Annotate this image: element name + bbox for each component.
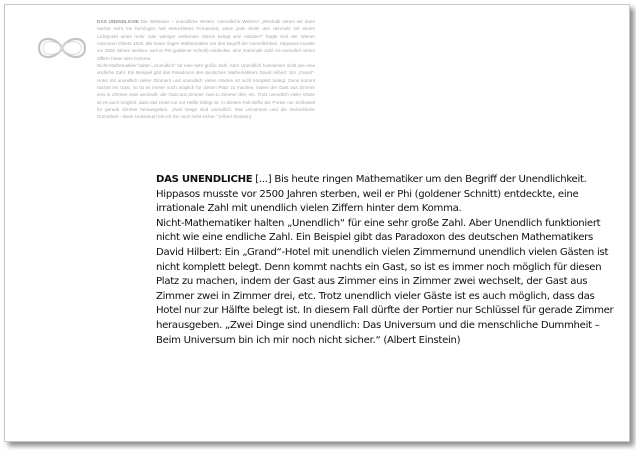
- main-heading: DAS UNENDLICHE: [156, 174, 253, 185]
- main-paragraph-1: [156, 173, 616, 217]
- main-paragraph-1-text: [...] Bis heute ringen Mathematiker um den Begriff der Unendlichkeit. Hippasos musste vor 2500 Jahren sterben, weil er Phi (goldener Schnitt) entdeckte, eine irrationale Zahl mit unendlich vielen Ziffern hinter dem Komma.: [156, 174, 587, 215]
- small-paragraph-2: Nicht-Mathematiker halten „Unendlich“ für eine sehr große Zahl. Aber Unendlich funktioniert nicht wie eine endliche Zahl. Ein Beispiel gibt das Paradoxon des deutschen Mathematikers David Hilbert: Ein „Grand“-Hotel mit unendlich vielen Zimmern und unendlich vielen Gästen ist nicht komplett belegt. Denn kommt nachts ein Gast, so ist es immer noch möglich für diesen Platz zu machen, indem der Gast aus Zimmer eins in Zimmer zwei wechselt, der Gast aus Zimmer zwei in Zimmer drei, etc. Trotz unendlich vieler Gäste ist es auch möglich, dass das Hotel nur zur Hälfte belegt ist. In diesem Fall dürfte der Portier nur Schlüssel für gerade Zimmer herausgeben. „Zwei Dinge sind unendlich: Das Universum und die menschliche Dummheit – Beim Universum bin ich mir noch nicht sicher.“ (Albert Einstein): [97, 63, 315, 120]
- document-page: [4, 4, 630, 442]
- small-text-block: [97, 18, 315, 121]
- small-paragraph-1-text: Die Weltraum – unendliche Weiten. Unendliche Weiten? „Weshalb sehen wir dann nachts nicht ein formlogen hell erleuchtetes Firmament, wenn jede Stelle des Himmels mit einem Lichtpunkt eines mehr oder weniger entfernten Sterns belegt sein müsste?“ fragte sich der Wiener Astronom Olbers 1826. Bis heute ringen Mathematiker um den Begriff der Unendlichkeit. Hippasos musste vor 2500 Jahren sterben, weil er Phi (goldener Schnitt) entdeckte, eine irrationale Zahl mit unendlich vielen Ziffern hinter dem Komma.: [97, 19, 315, 61]
- infinity-icon: [35, 31, 89, 65]
- small-heading: DAS UNENDLICHE: [97, 19, 139, 24]
- main-text-block: [156, 173, 616, 348]
- small-paragraph-1: [97, 18, 315, 62]
- main-paragraph-2: Nicht-Mathematiker halten „Unendlich“ für eine sehr große Zahl. Aber Unendlich funktioniert nicht wie eine endliche Zahl. Ein Beispiel gibt das Paradoxon des deutschen Mathematikers David Hilbert: Ein „Grand“-Hotel mit unendlich vielen Zimmernund unendlich vielen Gästen ist nicht komplett belegt. Denn kommt nachts ein Gast, so ist es immer noch möglich für diesen Platz zu machen, indem der Gast aus Zimmer eins in Zimmer zwei wechselt, der Gast aus Zimmer zwei in Zimmer drei, etc. Trotz unendlich vieler Gäste ist es auch möglich, dass das Hotel nur zur Hälfte belegt ist. In diesem Fall dürfte der Portier nur Schlüssel für gerade Zimmer herausgeben. „Zwei Dinge sind unendlich: Das Universum und die menschliche Dummheit – Beim Universum bin ich mir noch nicht sicher.“ (Albert Einstein): [156, 217, 614, 346]
